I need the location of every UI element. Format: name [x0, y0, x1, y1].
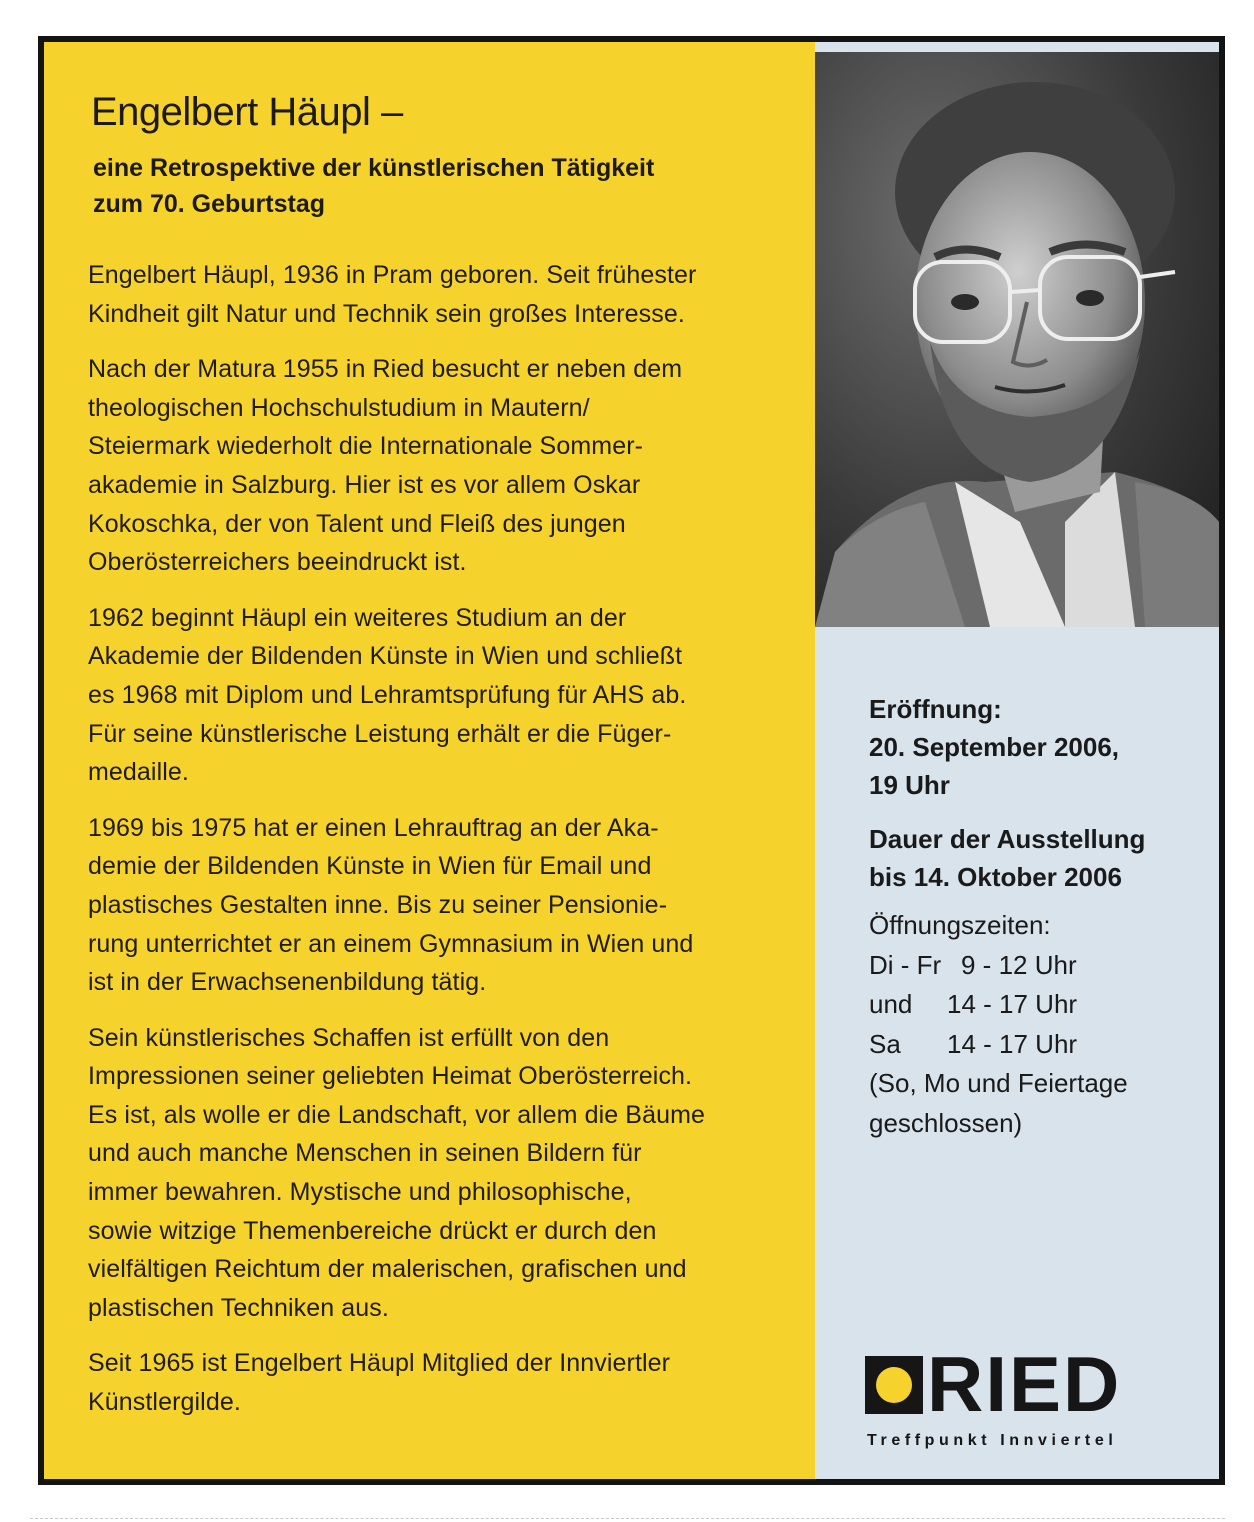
- hours-row: [869, 985, 1199, 1025]
- exhibition-duration: Dauer der Ausstellung bis 14. Oktober 2006: [869, 824, 1146, 892]
- flyer-frame: [38, 36, 1225, 1485]
- info-column: [815, 42, 1219, 1479]
- hours-row: [869, 946, 1199, 986]
- page-divider: [30, 1518, 1225, 1520]
- logo-wordmark: RIED: [927, 1340, 1122, 1428]
- paragraph-education: Nach der Matura 1955 in Ried besucht er neben dem theologischen Hochschulstudium in Mautern/ Steiermark wiederholt die Internationale Sommer- akademie in Salzburg. Hier ist es vor allem Oskar Kokoschka, der von Talent und Fleiß des jungen Oberösterreichers beeindruckt ist.: [88, 355, 683, 577]
- portrait-photo: [815, 52, 1219, 627]
- opening-hours-label: Öffnungszeiten:: [869, 910, 1051, 940]
- text-column: [44, 42, 815, 1479]
- paragraph-work: Sein künstlerisches Schaffen ist erfüllt von den Impressionen seiner geliebten Heimat Oberösterreich. Es ist, als wolle er die Landschaft, vor allem die Bäume und auch manche Menschen in seinen Bildern für immer bewahren. Mystische und philosophische, sowie witzige Themenbereiche drückt er durch den vielfältigen Reichtum der malerischen, grafischen und plastischen Techniken aus.: [88, 1023, 706, 1322]
- portrait-illustration: [815, 52, 1219, 627]
- hours-time: 14 - 17 Uhr: [947, 989, 1078, 1019]
- ried-logo: [865, 1340, 1185, 1454]
- hours-day: Di - Fr: [869, 949, 942, 980]
- paragraph-membership: Seit 1965 ist Engelbert Häupl Mitglied der Innviertler Künstlergilde.: [88, 1349, 671, 1417]
- hours-row: [869, 1025, 1199, 1065]
- hours-time: 14 - 17 Uhr: [947, 1028, 1078, 1059]
- paragraph-birth: Engelbert Häupl, 1936 in Pram geboren. Seit frühester Kindheit gilt Natur und Technik sein großes Interesse.: [88, 261, 697, 328]
- paragraph-academy: 1962 beginnt Häupl ein weiteres Studium an der Akademie der Bildenden Künste in Wien und schließt es 1968 mit Diplom und Lehramtsprüfung für AHS ab. Für seine künstlerische Leistung erhält er die Füger- medaille.: [88, 603, 687, 787]
- hours-time: 9 - 12 Uhr: [961, 949, 1077, 980]
- opening-hours: [869, 906, 1199, 1143]
- opening-info: Eröffnung: 20. September 2006, 19 Uhr: [869, 694, 1120, 800]
- logo-tagline: Treffpunkt Innviertel: [867, 1432, 1118, 1449]
- hours-day: Sa: [869, 1028, 901, 1059]
- paragraph-teaching: 1969 bis 1975 hat er einen Lehrauftrag an der Aka- demie der Bildenden Künste in Wien für Email und plastisches Gestalten inne. Bis zu seiner Pensionie- rung unterrichtet er an einem Gymnasium in Wien und ist in der Erwachsenenbildung tätig.: [88, 813, 694, 997]
- biography: [88, 256, 800, 1439]
- closed-days-note: (So, Mo und Feiertage geschlossen): [869, 1068, 1128, 1138]
- event-info: [869, 690, 1199, 1143]
- subtitle: eine Retrospektive der künstlerischen Tätigkeit zum 70. Geburtstag: [93, 154, 655, 218]
- page-title: Engelbert Häupl –: [91, 90, 403, 134]
- logo-square-icon: [865, 1356, 923, 1414]
- hours-day: und: [869, 989, 913, 1019]
